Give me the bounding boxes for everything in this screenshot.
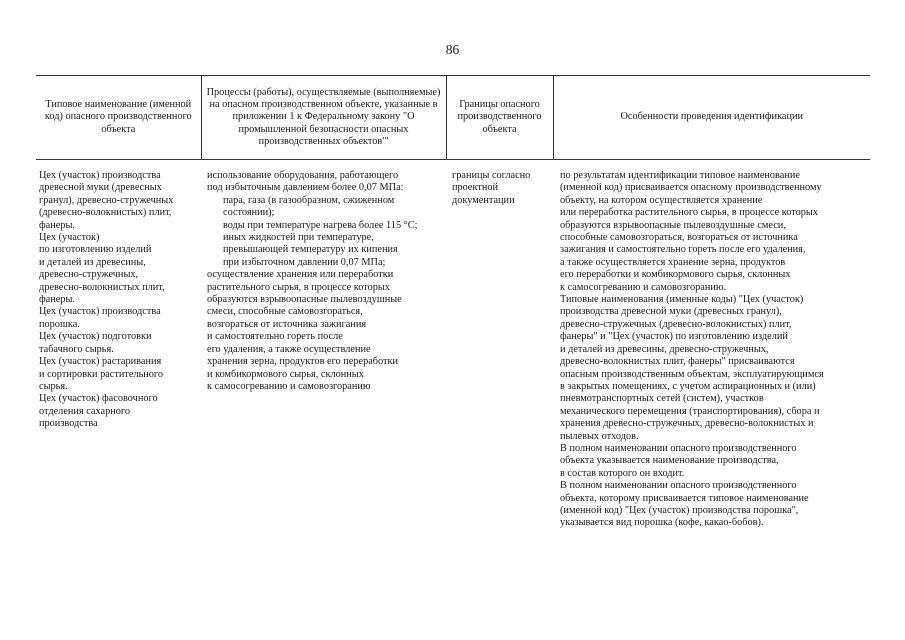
text-line: границы согласно <box>452 170 531 181</box>
text-line: или переработка растительного сырья, в процессе которых <box>560 207 818 219</box>
identification-table <box>36 75 870 530</box>
text-line: воды при температуре нагрева более 115 °С; <box>223 219 418 231</box>
text-line: производства древесной муки (древесных гранул), <box>560 306 782 318</box>
text-line: порошка. <box>39 318 80 330</box>
text-line: В полном наименовании опасного производственного <box>560 480 797 492</box>
text-line: способные самовозгораться, возгораться от источника <box>560 232 798 244</box>
header-boundaries: Границы опасного производственного объекта <box>446 76 553 160</box>
text-line: хранения древесно-стружечных, древесно-волокнистых и <box>560 418 814 430</box>
table-row <box>36 160 870 530</box>
text-line: его переработки и комбикормового сырья, склонных <box>560 269 791 281</box>
text-line: В полном наименовании опасного производственного <box>560 442 797 454</box>
text-line: опасным производственным объектам, эксплуатирующимся <box>560 368 824 380</box>
text-line: гранул), древесно-стружечных <box>39 194 174 206</box>
text-line: (древесно-волокнистых) плит, <box>39 207 172 219</box>
text-line: превышающей температуру их кипения <box>223 244 398 256</box>
text-line: Цех (участок) подготовки <box>39 331 152 343</box>
text-line: смеси, способные самовозгораться, <box>207 306 363 318</box>
text-line: Цех (участок) производства <box>39 170 161 181</box>
text-line: зажигания и самостоятельно гореть после его удаления, <box>560 244 806 256</box>
cell-boundaries <box>446 160 553 530</box>
processes-lines <box>207 170 446 393</box>
text-line: при избыточном давлении 0,07 МПа; <box>223 256 386 268</box>
header-processes: Процессы (работы), осуществляемые (выполняемые) на опасном производственном объекте, указанные в приложении 1 к Федеральному закону "О промышленной безопасности опасных производственных объектов"' <box>201 76 446 160</box>
text-line: документации <box>452 194 515 206</box>
text-line: Цех (участок) <box>39 232 100 244</box>
text-line: использование оборудования, работающего <box>207 170 399 181</box>
text-line: и сортировки растительного <box>39 368 164 380</box>
text-line: фанеры. <box>39 219 75 231</box>
text-line: осуществление хранения или переработки <box>207 269 394 281</box>
text-line: сырья. <box>39 380 68 392</box>
text-line: табачного сырья. <box>39 343 114 355</box>
text-line: к самосогреванию и самовозгоранию <box>207 380 371 392</box>
page-number: 86 <box>445 42 460 57</box>
text-line: возгораться от источника зажигания <box>207 318 367 330</box>
text-line: фанеры. <box>39 294 75 306</box>
text-line: отделения сахарного <box>39 405 130 417</box>
text-line: растительного сырья, в процессе которых <box>207 281 390 293</box>
text-line: указывается вид порошка (кофе, какао-бобов). <box>560 517 764 529</box>
text-line: Типовые наименования (именные коды) "Цех (участок) <box>560 294 804 306</box>
text-line: пневмотранспортных сетей (систем), участков <box>560 393 764 405</box>
identification-lines <box>560 170 870 530</box>
table-header-row <box>36 76 870 160</box>
cell-identification-features <box>553 160 870 530</box>
text-line: объекту, на котором осуществляется хранение <box>560 194 763 206</box>
text-line: древесно-волокнистых плит, фанеры" присваиваются <box>560 356 795 368</box>
header-identification-features: Особенности проведения идентификации <box>553 76 870 160</box>
text-line: древесно-волокнистых плит, <box>39 281 165 293</box>
text-line: иных жидкостей при температуре, <box>223 232 374 244</box>
text-line: его удаления, а также осуществление <box>207 343 371 355</box>
text-line: и деталей из древесины, <box>39 256 146 268</box>
text-line: и самостоятельно гореть после <box>207 331 343 343</box>
typical-name-lines <box>39 170 201 431</box>
text-line: в состав которого он входит. <box>560 467 685 479</box>
text-line: древесно-стружечных, <box>39 269 139 281</box>
text-line: и комбикормового сырья, склонных <box>207 368 364 380</box>
text-line: под избыточным давлением более 0,07 МПа: <box>207 182 404 194</box>
text-line: хранения зерна, продуктов его переработки <box>207 356 399 368</box>
text-line: в закрытых помещениях, с учетом аспирационных и (или) <box>560 380 816 392</box>
text-line: объекта, которому присваивается типовое наименование <box>560 492 809 504</box>
text-line: по результатам идентификации типовое наименование <box>560 170 800 181</box>
text-line: (именной код) присваивается опасному производственному <box>560 182 822 194</box>
text-line: образуются взрывоопасные пылевоздушные смеси, <box>560 219 786 231</box>
cell-processes <box>201 160 446 530</box>
text-line: состоянии); <box>223 207 275 219</box>
boundaries-lines <box>452 170 553 207</box>
text-line: Цех (участок) фасовочного <box>39 393 158 405</box>
text-line: а также осуществляется хранение зерна, продуктов <box>560 256 786 268</box>
text-line: древесной муки (древесных <box>39 182 162 194</box>
text-line: фанеры" и "Цех (участок) по изготовлению изделий <box>560 331 788 343</box>
text-line: Цех (участок) растаривания <box>39 356 162 368</box>
cell-typical-name <box>36 160 201 530</box>
header-typical-name: Типовое наименование (именной код) опасного производственного объекта <box>36 76 201 160</box>
text-line: к самосогреванию и самовозгоранию. <box>560 281 727 293</box>
text-line: древесно-стружечных (древесно-волокнистых) плит, <box>560 318 792 330</box>
text-line: Цех (участок) производства <box>39 306 161 318</box>
text-line: образуются взрывоопасные пылевоздушные <box>207 294 402 306</box>
text-line: производства <box>39 418 98 430</box>
text-line: по изготовлению изделий <box>39 244 152 256</box>
text-line: пара, газа (в газообразном, сжиженном <box>223 194 395 206</box>
text-line: (именной код) "Цех (участок) производства порошка", <box>560 504 799 516</box>
text-line: проектной <box>452 182 499 194</box>
text-line: и деталей из древесины, древесно-стружечных, <box>560 343 769 355</box>
text-line: пылевых отходов. <box>560 430 639 442</box>
text-line: объекта указывается наименование производства, <box>560 455 779 467</box>
text-line: механического перемещения (транспортирования), сбора и <box>560 405 820 417</box>
